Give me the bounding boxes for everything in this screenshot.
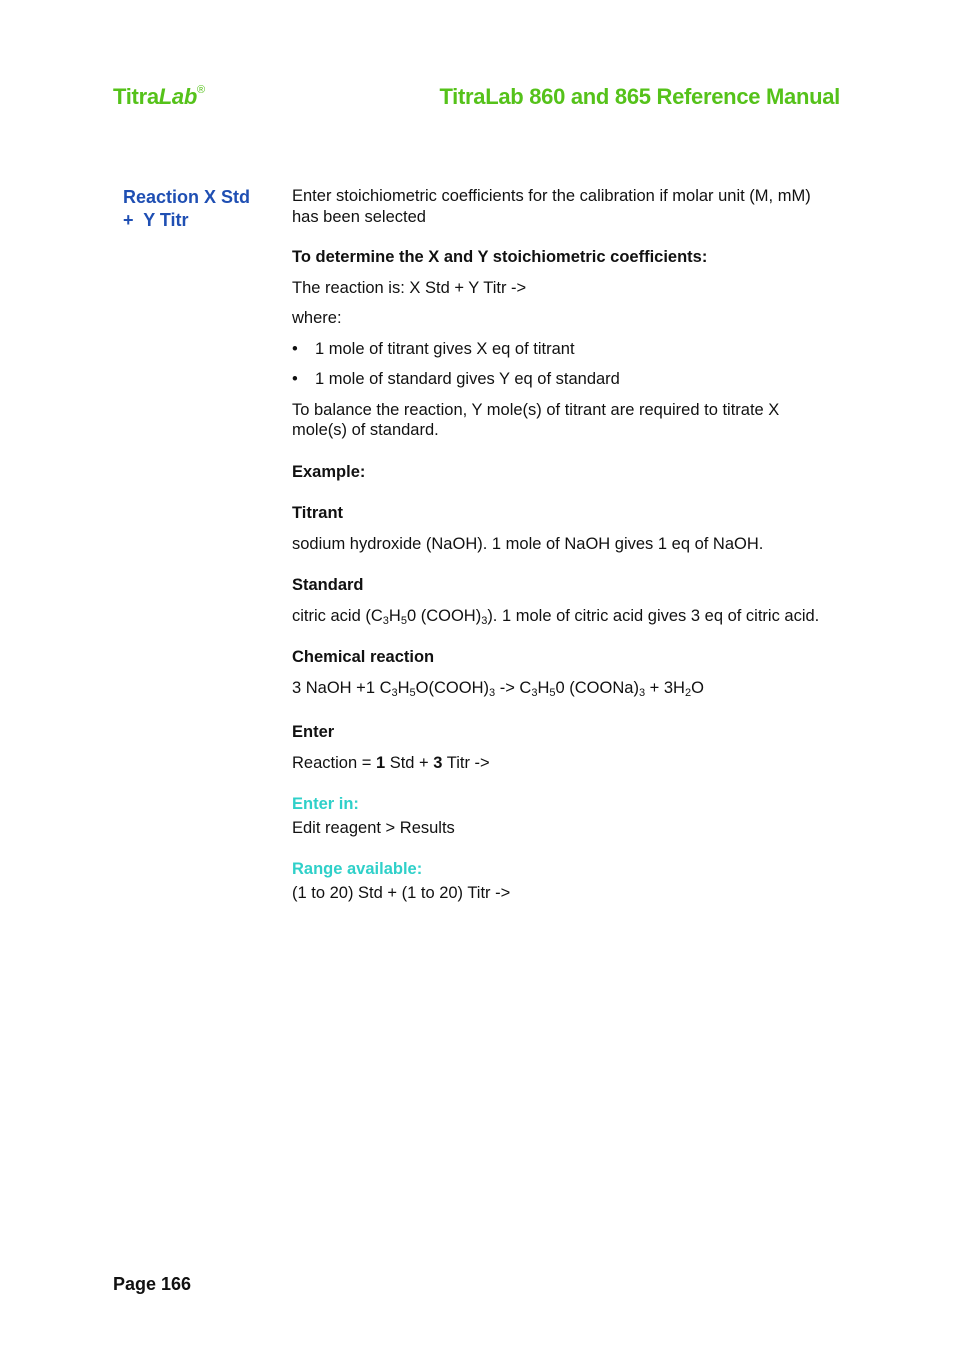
equation-part: 0 (COONa): [555, 678, 639, 697]
list-item: [292, 369, 832, 390]
enter-part: Titr ->: [442, 753, 490, 772]
section-content: [292, 186, 832, 903]
equation-part: + 3H: [645, 678, 685, 697]
section-heading-line1: Reaction X Std: [123, 187, 251, 207]
brand-prefix: Titra: [113, 84, 159, 109]
enter-part: Std +: [385, 753, 434, 772]
enter-part: Reaction =: [292, 753, 376, 772]
equation-part: O: [691, 678, 704, 697]
enter-text: [292, 753, 832, 774]
formula-subscript: 3: [481, 614, 488, 627]
bullet-text: 1 mole of titrant gives X eq of titrant: [315, 339, 575, 358]
equation-subscript: 5: [409, 686, 416, 699]
bullet-icon: •: [292, 370, 298, 388]
manual-title: TitraLab 860 and 865 Reference Manual: [439, 84, 840, 109]
registered-mark: ®: [197, 83, 205, 96]
intro-paragraph: Enter stoichiometric coefficients for the calibration if molar unit (M, mM) has been selected: [292, 187, 811, 226]
equation-subscript: 3: [531, 686, 538, 699]
balance-paragraph: To balance the reaction, Y mole(s) of titrant are required to titrate X mole(s) of standard.: [292, 400, 780, 439]
brand-suffix: Lab: [158, 84, 197, 109]
range-label: Range available:: [292, 860, 423, 878]
standard-heading: Standard: [292, 576, 364, 594]
reaction-is-text: The reaction is: X Std + Y Titr ->: [292, 278, 527, 297]
chemical-reaction-equation: [292, 678, 832, 699]
enter-y-value: 3: [433, 753, 443, 772]
bullet-text: 1 mole of standard gives Y eq of standard: [315, 370, 620, 388]
titrant-text: sodium hydroxide (NaOH). 1 mole of NaOH gives 1 eq of NaOH.: [292, 534, 764, 553]
equation-part: H: [397, 678, 410, 697]
equation-part: 3 NaOH +1 C: [292, 678, 392, 697]
equation-part: -> C: [495, 678, 532, 697]
list-item: [292, 339, 832, 360]
enter-in-value: Edit reagent > Results: [292, 818, 455, 837]
determine-heading: To determine the X and Y stoichiometric coefficients:: [292, 248, 708, 266]
equation-part: O(COOH): [415, 678, 489, 697]
range-value: (1 to 20) Std + (1 to 20) Titr ->: [292, 883, 511, 902]
equation-subscript: 2: [684, 686, 692, 699]
where-text: where:: [292, 309, 342, 327]
formula-part: citric acid (C: [292, 606, 383, 625]
formula-part: H: [388, 606, 401, 625]
enter-x-value: 1: [375, 753, 386, 772]
equation-subscript: 3: [489, 686, 496, 699]
equation-subscript: 5: [549, 686, 556, 699]
standard-text: [292, 606, 832, 627]
enter-in-label: Enter in:: [292, 795, 359, 813]
formula-part: 0 (COOH): [406, 606, 482, 625]
bullet-icon: •: [292, 339, 298, 358]
section-heading-line2: + Y Titr: [123, 210, 189, 230]
chemical-reaction-heading: Chemical reaction: [292, 648, 435, 666]
equation-part: H: [537, 678, 550, 697]
formula-subscript: 5: [400, 614, 407, 627]
section-heading: [123, 186, 283, 232]
enter-heading: Enter: [292, 723, 335, 741]
equation-subscript: 3: [391, 686, 398, 699]
page-number: Page 166: [113, 1274, 192, 1294]
titrant-heading: Titrant: [292, 504, 344, 522]
formula-subscript: 3: [382, 614, 389, 627]
brand-logo: [113, 84, 205, 110]
equation-subscript: 3: [638, 686, 646, 699]
formula-part: ). 1 mole of citric acid gives 3 eq of citric acid.: [487, 606, 820, 625]
example-heading: Example:: [292, 462, 366, 481]
